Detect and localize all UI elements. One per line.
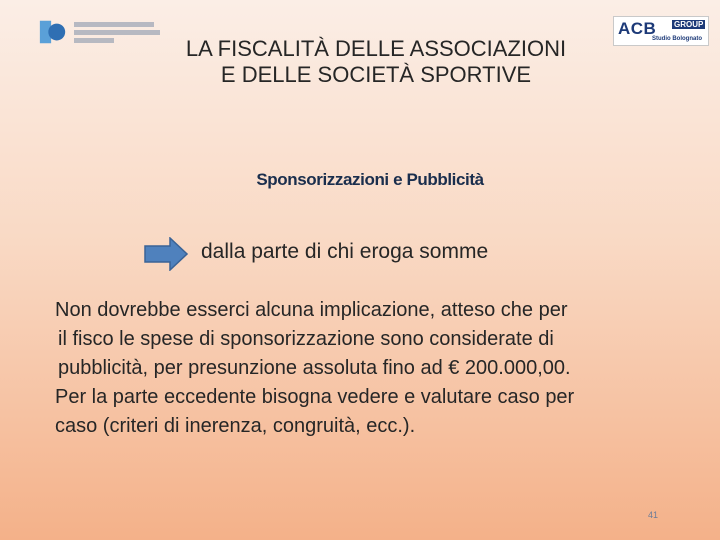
page-number: 41	[648, 510, 659, 520]
paragraph-line: caso (criteri di inerenza, congruità, ecc.).	[55, 415, 416, 437]
acb-logo-subtitle: Studio Bolognato	[652, 36, 702, 42]
slide-body	[55, 296, 695, 441]
paragraph-line: pubblicità, per presunzione assoluta fino ad € 200.000,00.	[58, 357, 571, 379]
slide-title-line1: LA FISCALITÀ DELLE ASSOCIAZIONI	[185, 36, 567, 61]
acb-logo-group: GROUP	[674, 20, 704, 29]
slide-title-line2: E DELLE SOCIETÀ SPORTIVE	[220, 62, 532, 87]
paragraph-line: Per la parte eccedente bisogna vedere e valutare caso per	[55, 386, 575, 408]
association-logo-text	[74, 22, 160, 43]
paragraph-line: il fisco le spese di sponsorizzazione sono considerate di	[58, 328, 554, 350]
slide-subtitle: Sponsorizzazioni e Pubblicità	[256, 170, 484, 189]
paragraph-line: Non dovrebbe esserci alcuna implicazione, atteso che per	[55, 299, 568, 321]
slide-title	[150, 36, 602, 88]
right-arrow-icon	[144, 237, 188, 271]
acb-group-logo	[613, 16, 709, 46]
acb-logo-text: ACB	[618, 19, 657, 38]
association-logo-icon	[38, 16, 68, 48]
association-logo	[38, 16, 160, 48]
arrow-caption: dalla parte di chi eroga somme	[201, 240, 489, 263]
